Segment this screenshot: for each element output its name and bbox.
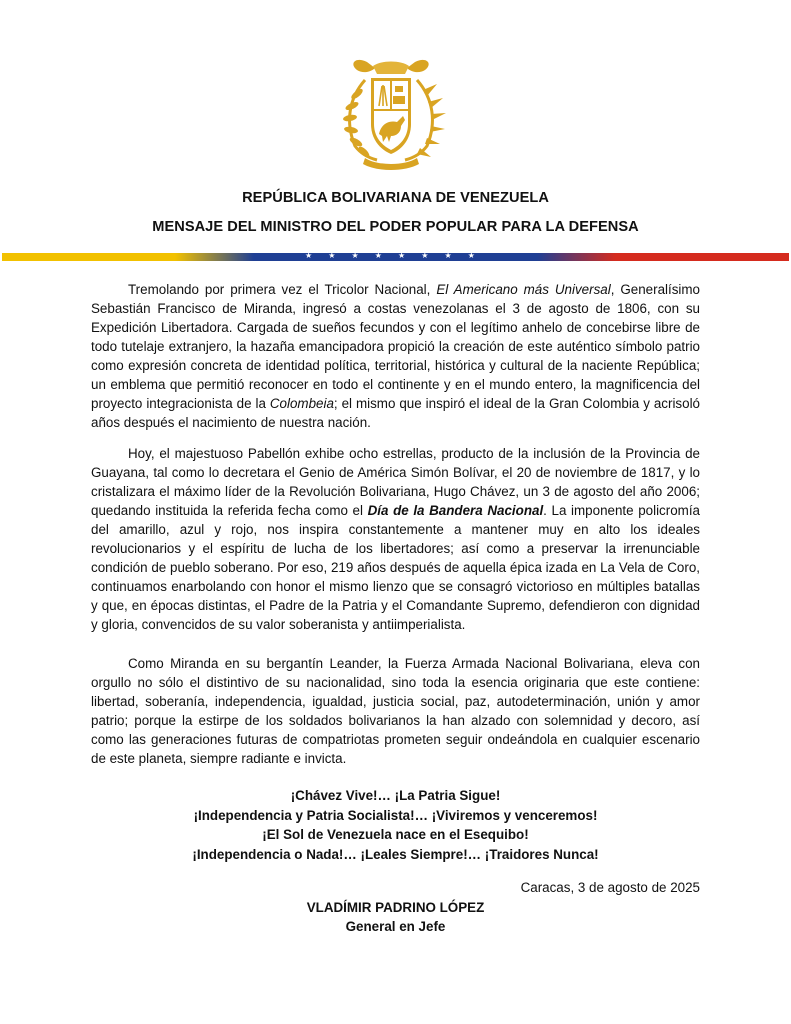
slogan-line: ¡El Sol de Venezuela nace en el Esequibo! xyxy=(262,827,529,842)
paragraph-2-text-a: Hoy, el majestuoso Pabellón exhibe ocho estrellas, producto de la inclusión de la Provincia de Guayana, tal como lo decretara el Genio de América Simón Bolívar, el 20 de noviembre de 1817, y lo cristalizara el máximo líder de la Revolución Bolivariana, Hugo Chávez, un 3 de agosto del año 2006; quedando instituida la referida fecha como el xyxy=(91,446,700,518)
paragraph-1-text-a: Tremolando por primera vez el Tricolor Nacional, xyxy=(128,282,437,297)
stars-row xyxy=(305,250,475,262)
star-icon: ★ xyxy=(467,251,475,260)
paragraph-3 xyxy=(91,654,700,768)
paragraph-1-emphasis: El Americano más Universal xyxy=(436,282,611,297)
slogans xyxy=(0,786,791,864)
paragraph-2-emphasis: Día de la Bandera Nacional xyxy=(367,503,544,518)
star-icon: ★ xyxy=(421,251,429,260)
paragraph-1-text-e: ; el mismo que inspiró el ideal de la Gran Colombia y acrisoló años después el nacimiento de nuestra nación. xyxy=(91,396,700,430)
paragraph-1-text-c: , Generalísimo Sebastián Francisco de Miranda, ingresó a costas venezolanas el 3 de agosto de 1806, con su Expedición Libertadora. Cargada de sueños fecundos y con el legítimo anhelo de concebirse libre de todo tutelaje extranjero, la hazaña emancipadora propició la creación de este auténtico símbolo patrio como expresión concreta de identidad política, territorial, histórica y cultural de la naciente República; un emblema que permitió reconocer en todo el continente y en el mundo entero, la magnificencia del proyecto integracionista de la xyxy=(91,282,701,411)
star-icon: ★ xyxy=(305,251,313,260)
slogan-line: ¡Chávez Vive!… ¡La Patria Sigue! xyxy=(290,788,501,803)
paragraph-3-text: Como Miranda en su bergantín Leander, la Fuerza Armada Nacional Bolivariana, eleva con orgullo no sólo el distintivo de su nacionalidad, sino toda la esencia originaria que este contiene: libertad, soberanía, independencia, igualdad, justicia social, paz, autodeterminación, unión y amor patrio; porque la estirpe de los soldados bolivarianos la han alzado con solemnidad y decoro, así como las generaciones futuras de compatriotas prometen seguir ondeándola en cualquier escenario de este planeta, siempre radiante e invicta. xyxy=(91,656,700,766)
star-icon: ★ xyxy=(328,251,336,260)
paragraph-2-text-c: . La imponente policromía del amarillo, azul y rojo, nos inspira constantemente a mantener muy en alto los ideales revolucionarios y el espíritu de lucha de los libertadores; así como a preservar la irrenunciable condición de pueblo soberano. Por eso, 219 años después de aquella épica izada en La Vela de Coro, continuamos enarbolando con honor el mismo lienzo que se consagró victorioso en múltiples batallas y que, en épocas distintas, el Padre de la Patria y el Comandante Supremo, defendieron con dignidad y gloria, convencidos de su valor soberanista y antiimperialista. xyxy=(91,503,700,632)
star-icon: ★ xyxy=(374,251,382,260)
signatory-name: VLADÍMIR PADRINO LÓPEZ xyxy=(306,900,485,915)
star-icon: ★ xyxy=(398,251,406,260)
place-date: Caracas, 3 de agosto de 2025 xyxy=(520,880,700,895)
slogan-line: ¡Independencia o Nada!… ¡Leales Siempre!… ¡Traidores Nunca! xyxy=(192,846,599,862)
star-icon: ★ xyxy=(444,251,452,260)
document-subtitle: MENSAJE DEL MINISTRO DEL PODER POPULAR PARA LA DEFENSA xyxy=(152,219,639,235)
slogan-line: ¡Independencia y Patria Socialista!… ¡Viviremos y venceremos! xyxy=(193,807,598,823)
signatory-rank: General en Jefe xyxy=(345,919,446,934)
paragraph-1 xyxy=(91,280,700,432)
paragraph-1-colombeia: Colombeia xyxy=(269,396,334,411)
document-title: REPÚBLICA BOLIVARIANA DE VENEZUELA xyxy=(242,190,549,206)
star-icon: ★ xyxy=(351,251,359,260)
coat-of-arms-icon xyxy=(327,50,455,175)
paragraph-2 xyxy=(91,444,700,634)
